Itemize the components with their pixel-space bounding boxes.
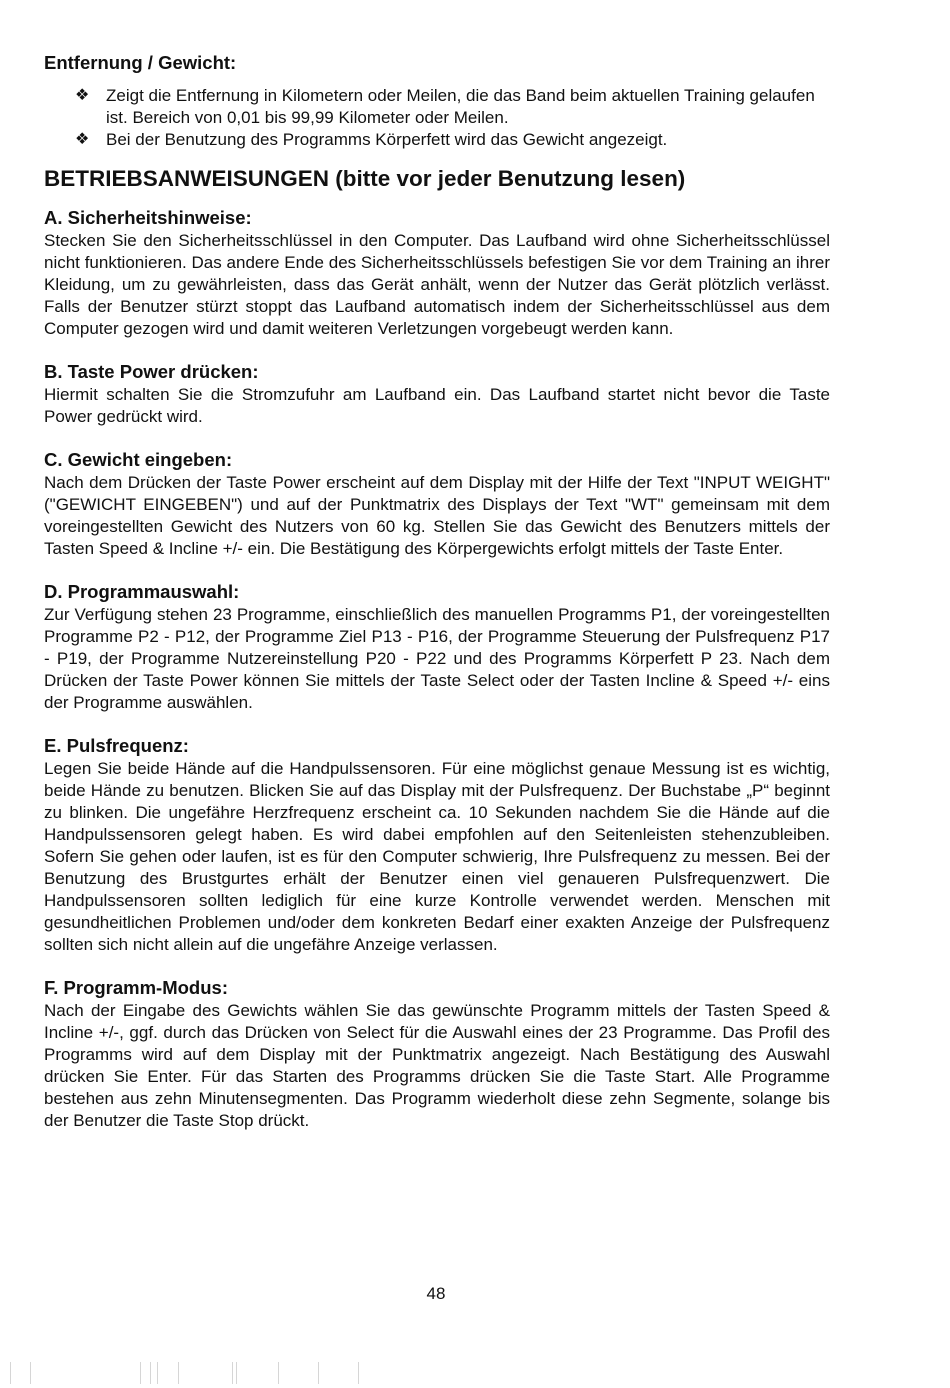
section-heading: D. Programmauswahl: bbox=[44, 581, 240, 602]
section-body: Hiermit schalten Sie die Stromzufuhr am Laufband ein. Das Laufband startet nicht bevor die Taste Power gedrückt wird. bbox=[44, 385, 830, 426]
bullet-item bbox=[44, 129, 830, 151]
distance-weight-heading: Entfernung / Gewicht: bbox=[44, 52, 237, 73]
section-body: Legen Sie beide Hände auf die Handpulssensoren. Für eine möglichst genaue Messung ist es wichtig, beide Hände zu benutzen. Blicken Sie auf das Display mit der Pulsfrequenz. Der Buchstabe „P“ beginnt zu blinken. Die ungefähre Herzfrequenz erscheint ca. 10 Sekunden nachdem Sie die Hände auf die Handpulssensoren gelegt haben. Es wird dabei empfohlen auf den Seitenleisten stehenzubleiben. Sofern Sie gehen oder laufen, ist es für den Computer schwierig, Ihre Pulsfrequenz zu messen. Bei der Benutzung des Brustgurtes erhält der Benutzer einen viel genaueren Pulsfrequenzwert. Die Handpulssensoren sollten lediglich für eine kurze Kontrolle verwendet werden. Menschen mit gesundheitlichen Problemen und/oder dem konkreten Bedarf einer exakten Anzeige der Pulsfrequenz sollten sich nicht allein auf die ungefähre Anzeige verlassen. bbox=[44, 759, 830, 954]
section-pulse bbox=[44, 735, 830, 956]
bullet-text: Zeigt die Entfernung in Kilometern oder Meilen, die das Band beim aktuellen Training gelaufen ist. Bereich von 0,01 bis 99,99 Kilometer oder Meilen. bbox=[106, 86, 815, 127]
section-program-mode bbox=[44, 977, 830, 1132]
section-heading: F. Programm-Modus: bbox=[44, 977, 228, 998]
section-heading: A. Sicherheitshinweise: bbox=[44, 207, 252, 228]
section-weight bbox=[44, 449, 830, 560]
diamond-four-dots-icon: ❖ bbox=[75, 87, 90, 104]
section-body: Stecken Sie den Sicherheitsschlüssel in den Computer. Das Laufband wird ohne Sicherheitsschlüssel nicht funktionieren. Das andere Ende des Sicherheitsschlüssels befestigen Sie vor dem Training an ihrer Kleidung, um zu gewährleisten, dass das Gerät anhält, wenn der Nutzer das Gerät plötzlich verlässt. Falls der Benutzer stürzt stoppt das Laufband automatisch indem der Sicherheitsschlüssel aus dem Computer gezogen wird und damit weiteren Verletzungen vorgebeugt werden kann. bbox=[44, 231, 830, 338]
section-heading: B. Taste Power drücken: bbox=[44, 361, 259, 382]
section-power bbox=[44, 361, 830, 428]
operating-instructions-heading: BETRIEBSANWEISUNGEN (bitte vor jeder Benutzung lesen) bbox=[44, 166, 686, 191]
distance-weight-bullet-list bbox=[44, 85, 830, 151]
page-number: 48 bbox=[426, 1284, 446, 1303]
section-program-selection bbox=[44, 581, 830, 714]
section-safety bbox=[44, 207, 830, 340]
document-page bbox=[44, 52, 830, 1153]
bullet-text: Bei der Benutzung des Programms Körperfett wird das Gewicht angezeigt. bbox=[106, 130, 668, 149]
section-heading: E. Pulsfrequenz: bbox=[44, 735, 189, 756]
diamond-four-dots-icon: ❖ bbox=[75, 131, 90, 148]
section-body: Zur Verfügung stehen 23 Programme, einschließlich des manuellen Programms P1, der voreingestellten Programme P2 - P12, der Programme Ziel P13 - P16, der Programme Steuerung der Pulsfrequenz P17 - P19, der Programme Nutzereinstellung P20 - P22 und des Programms Körperfett P 23. Nach dem Drücken der Taste Power können Sie mittels der Taste Select oder der Tasten Incline & Speed +/- eins der Programme auswählen. bbox=[44, 605, 830, 712]
section-heading: C. Gewicht eingeben: bbox=[44, 449, 233, 470]
scan-artifact-marks bbox=[0, 1362, 950, 1388]
bullet-item bbox=[44, 85, 830, 129]
section-body: Nach dem Drücken der Taste Power erscheint auf dem Display mit der Hilfe der Text "INPUT WEIGHT" ("GEWICHT EINGEBEN") und auf der Punktmatrix des Displays der Text "WT" gemeinsam mit dem voreingestellten Gewicht des Nutzers von 60 kg. Stellen Sie das Gewicht des Benutzers mittels der Tasten Speed & Incline +/- ein. Die Bestätigung des Körpergewichts erfolgt mittels der Taste Enter. bbox=[44, 473, 830, 558]
section-body: Nach der Eingabe des Gewichts wählen Sie das gewünschte Programm mittels der Tasten Speed & Incline +/-, ggf. durch das Drücken von Select für die Auswahl eines der 23 Programme. Das Profil des Programms wird auf dem Display mit der Punktmatrix angezeigt. Nach Bestätigung des Auswahl drücken Sie Enter. Für das Starten des Programms drücken Sie die Taste Start. Alle Programme bestehen aus zehn Minutensegmenten. Das Programm wiederholt diese zehn Segmente, solange bis der Benutzer die Taste Stop drückt. bbox=[44, 1001, 830, 1130]
